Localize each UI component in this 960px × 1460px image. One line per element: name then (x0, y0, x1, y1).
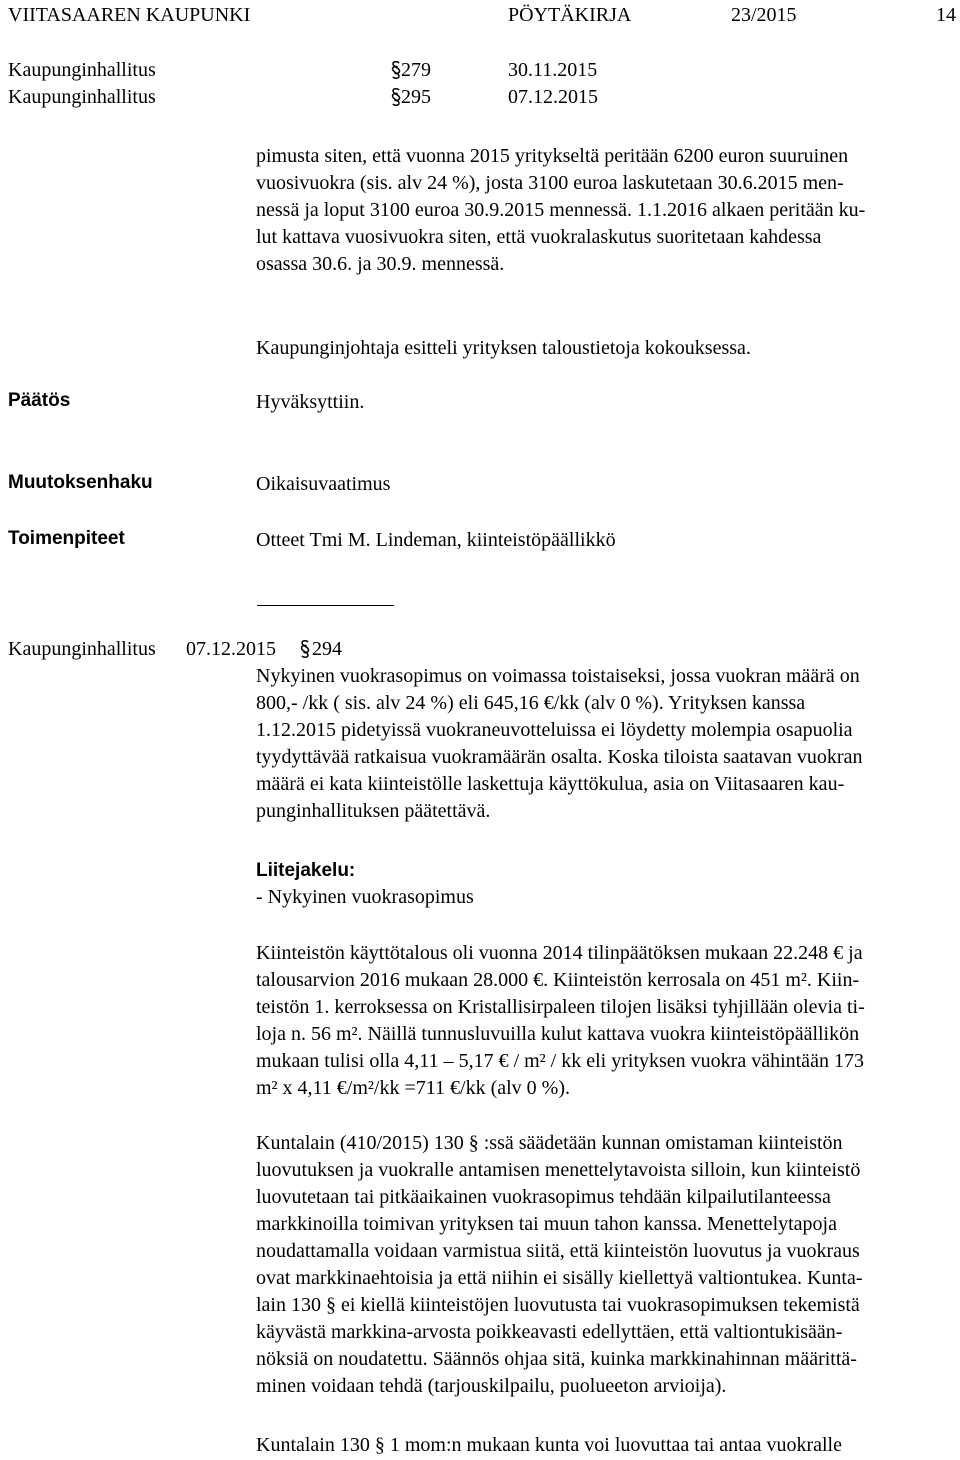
body-paragraph: Kuntalain 130 § 1 mom:n mukaan kunta voi luovuttaa tai antaa vuokralle (256, 1434, 842, 1456)
paragraph-line: loja n. 56 m². Näillä tunnusluvuilla kulut kattava vuokra kiinteistöpäällikön (256, 1023, 860, 1045)
paragraph-line: lut kattava vuosivuokra siten, että vuokralaskutus suoritetaan kahdessa (256, 226, 822, 248)
section-sign-icon (299, 639, 311, 659)
paragraph-line: noudattamalla voidaan varmistua siitä, että kiinteistön luovutus ja vuokraus (256, 1240, 860, 1262)
paragraph-line: talousarvion 2016 mukaan 28.000 €. Kiinteistön kerrosala on 451 m². Kiin- (256, 969, 860, 991)
organization-name: VIITASAAREN KAUPUNKI (8, 4, 251, 26)
paragraph-line: punginhallituksen päätettävä. (256, 800, 491, 822)
paragraph-line: nessä ja loput 3100 euroa 30.9.2015 mennessä. 1.1.2016 alkaen peritään ku- (256, 199, 866, 221)
appeal-label: Muutoksenhaku (8, 472, 153, 493)
document-type: PÖYTÄKIRJA (508, 4, 632, 26)
paragraph-line: Kiinteistön käyttötalous oli vuonna 2014 tilinpäätöksen mukaan 22.248 € ja (256, 942, 863, 964)
body-paragraph (256, 940, 952, 1102)
meeting-section: 294 (312, 638, 342, 660)
appeal-text: Oikaisuvaatimus (256, 473, 391, 495)
meeting-date: 07.12.2015 (186, 638, 276, 660)
attachments-label: Liitejakelu: (256, 860, 356, 881)
body-paragraph (256, 663, 952, 825)
meeting-section: 295 (401, 86, 431, 108)
actions-text: Otteet Tmi M. Lindeman, kiinteistöpäällikkö (256, 529, 616, 551)
meeting-body: Kaupunginhallitus (8, 638, 156, 660)
paragraph-line: pimusta siten, että vuonna 2015 yritykseltä peritään 6200 euron suuruinen (256, 145, 849, 167)
meeting-date: 07.12.2015 (508, 86, 598, 108)
paragraph-line: markkinoilla toimivan yrityksen tai muun tahon kanssa. Menettelytapoja (256, 1213, 837, 1235)
paragraph-line: lain 130 § ei kiellä kiinteistöjen luovutusta tai vuokrasopimuksen tekemistä (256, 1294, 860, 1316)
paragraph-line: Nykyinen vuokrasopimus on voimassa toistaiseksi, jossa vuokran määrä on (256, 665, 860, 687)
presentation-note: Kaupunginjohtaja esitteli yrityksen taloustietoja kokouksessa. (256, 337, 751, 359)
paragraph-line: osassa 30.6. ja 30.9. mennessä. (256, 253, 505, 275)
paragraph-line: minen voidaan tehdä (tarjouskilpailu, puolueeton arvioija). (256, 1375, 727, 1397)
attachment-item: - Nykyinen vuokrasopimus (256, 886, 474, 908)
paragraph-line: ovat markkinaehtoisia ja että niihin ei sisälly kiellettyä valtiontukea. Kunta- (256, 1267, 863, 1289)
body-paragraph (256, 1130, 952, 1400)
paragraph-line: luovutuksen ja vuokralle antamisen menettelytavoista silloin, kun kiinteistö (256, 1159, 861, 1181)
paragraph-line: mukaan tulisi olla 4,11 – 5,17 € / m² / kk eli yrityksen vuokra vähintään 173 (256, 1050, 864, 1072)
meeting-date: 30.11.2015 (508, 59, 598, 81)
paragraph-line: nöksiä on noudatettu. Säännös ohjaa sitä, kuinka markkinahinnan määrittä- (256, 1348, 857, 1370)
body-paragraph (256, 143, 952, 278)
paragraph-line: Kuntalain (410/2015) 130 § :ssä säädetään kunnan omistaman kiinteistön (256, 1132, 843, 1154)
paragraph-line: luovutetaan tai pitkäaikainen vuokrasopimus tehdään kilpailutilanteessa (256, 1186, 831, 1208)
meeting-body: Kaupunginhallitus (8, 86, 156, 108)
paragraph-line: määrä ei kata kiinteistölle laskettuja käyttökulua, asia on Viitasaaren kau- (256, 773, 845, 795)
decision-text: Hyväksyttiin. (256, 391, 365, 413)
paragraph-line: tyydyttävää ratkaisua vuokramäärän osalta. Koska tiloista saatavan vuokran (256, 746, 863, 768)
meeting-section: 279 (401, 59, 431, 81)
paragraph-line: m² x 4,11 €/m²/kk =711 €/kk (alv 0 %). (256, 1077, 570, 1099)
paragraph-line: käyvästä markkina-arvosta poikkeavasti edellyttäen, että valtiontukisään- (256, 1321, 843, 1343)
separator-line (257, 605, 394, 606)
page-number: 14 (936, 4, 956, 26)
paragraph-line: vuosivuokra (sis. alv 24 %), josta 3100 euroa laskutetaan 30.6.2015 men- (256, 172, 844, 194)
paragraph-line: 1.12.2015 pidetyissä vuokraneuvotteluissa ei löydetty molempia osapuolia (256, 719, 853, 741)
decision-label: Päätös (8, 390, 71, 411)
actions-label: Toimenpiteet (8, 528, 125, 549)
paragraph-line: 800,- /kk ( sis. alv 24 %) eli 645,16 €/kk (alv 0 %). Yrityksen kanssa (256, 692, 806, 714)
document-number: 23/2015 (731, 4, 797, 26)
meeting-body: Kaupunginhallitus (8, 59, 156, 81)
paragraph-line: teistön 1. kerroksessa on Kristallisirpaleen tilojen lisäksi tyhjillään olevia ti- (256, 996, 865, 1018)
